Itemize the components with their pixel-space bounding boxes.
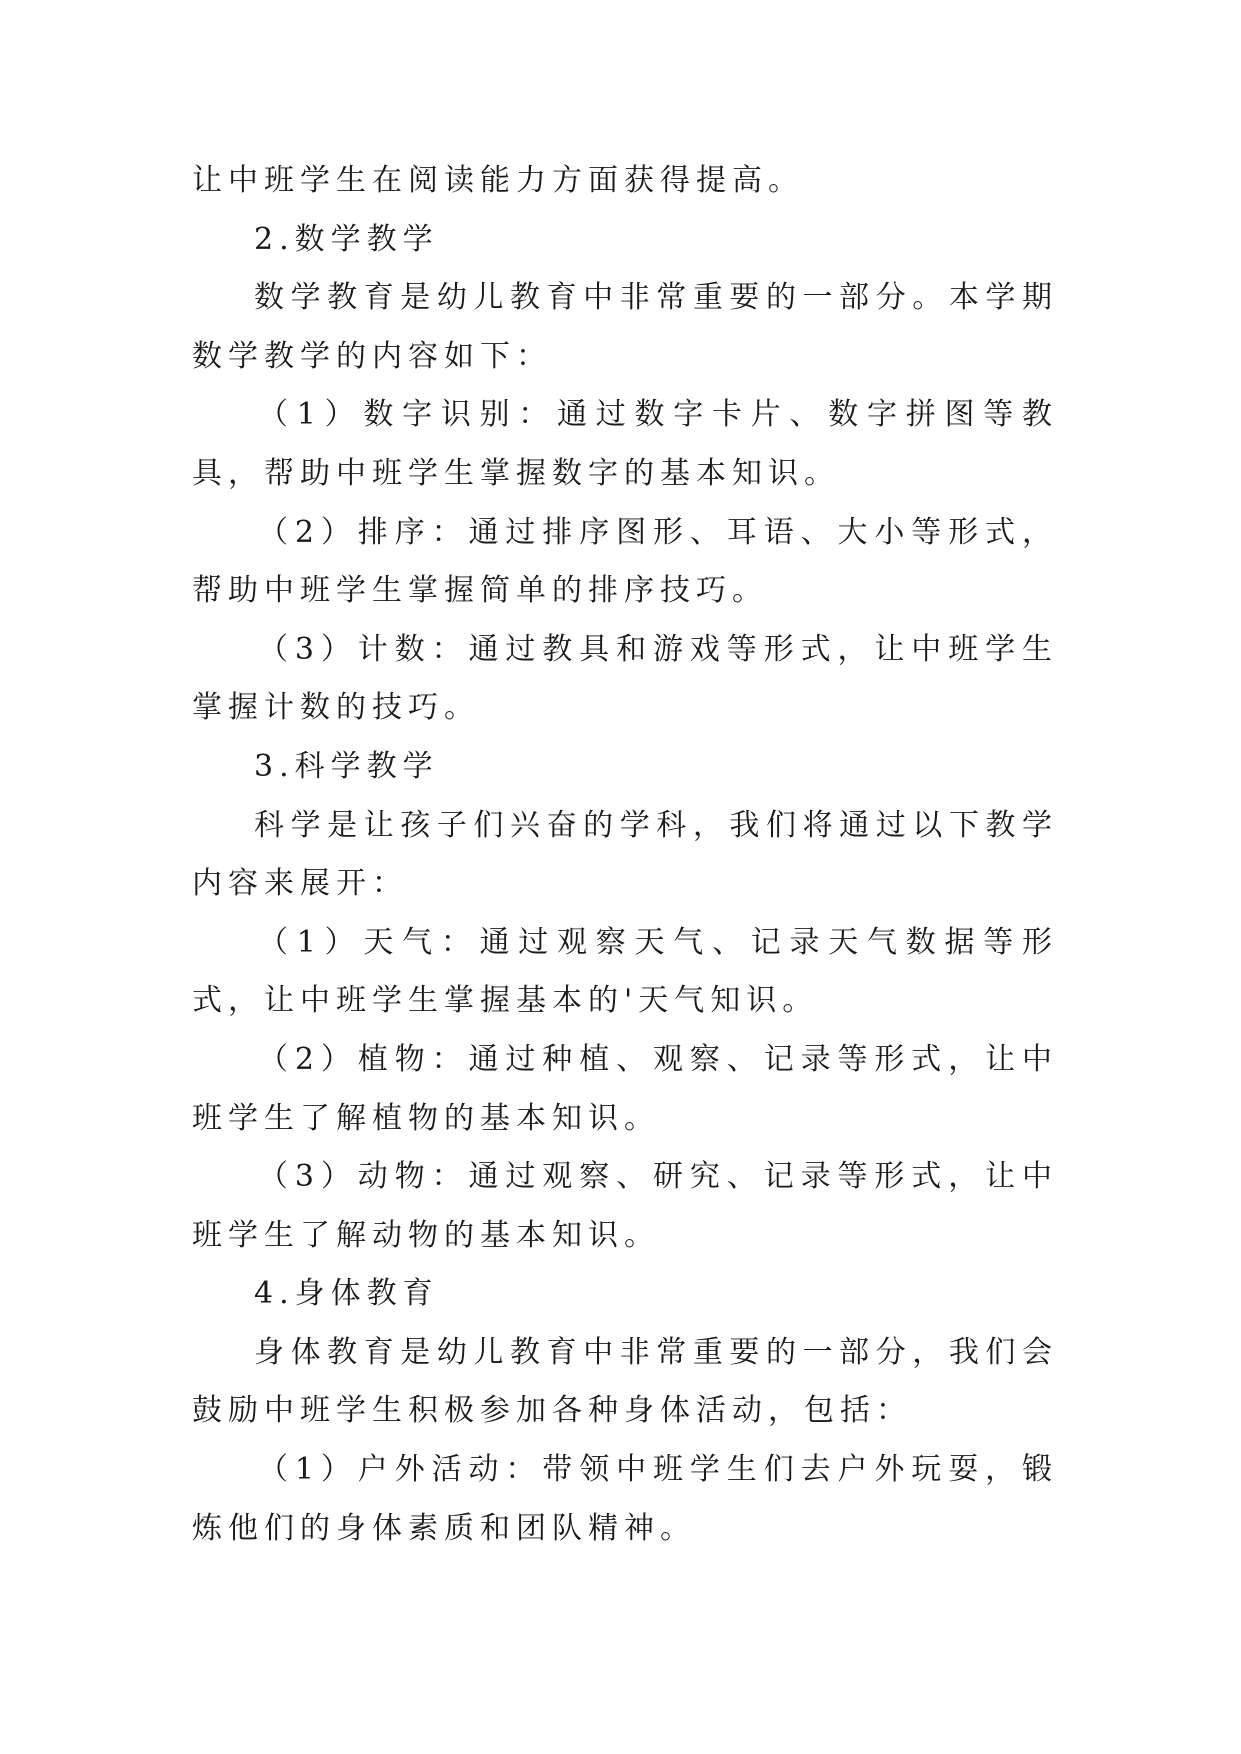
list-item-weather: （1）天气：通过观察天气、记录天气数据等形式，让中班学生掌握基本的'天气知识。	[192, 924, 1058, 1019]
paragraph-continuation: 让中班学生在阅读能力方面获得提高。	[192, 163, 804, 198]
paragraph-physical-intro: 身体教育是幼儿教育中非常重要的一部分，我们会鼓励中班学生积极参加各种身体活动，包括：	[192, 1334, 1058, 1429]
paragraph-science-intro: 科学是让孩子们兴奋的学科，我们将通过以下教学内容来展开：	[192, 807, 1058, 902]
section-heading-science: 3.科学教学	[254, 748, 439, 784]
list-item-number-recognition: （1）数字识别：通过数字卡片、数字拼图等教具，帮助中班学生掌握数字的基本知识。	[192, 397, 1058, 491]
list-item-animals: （3）动物：通过观察、研究、记录等形式，让中班学生了解动物的基本知识。	[192, 1159, 1058, 1253]
list-item-sorting: （2）排序：通过排序图形、耳语、大小等形式，帮助中班学生掌握简单的排序技巧。	[192, 514, 1058, 609]
list-item-plants: （2）植物：通过种植、观察、记录等形式，让中班学生了解植物的基本知识。	[192, 1041, 1058, 1136]
list-item-outdoor: （1）户外活动：带领中班学生们去户外玩耍，锻炼他们的身体素质和团队精神。	[192, 1452, 1058, 1546]
paragraph-math-intro: 数学教育是幼儿教育中非常重要的一部分。本学期数学教学的内容如下：	[192, 280, 1058, 374]
list-item-counting: （3）计数：通过教具和游戏等形式，让中班学生掌握计数的技巧。	[192, 631, 1058, 726]
document-body	[192, 152, 1058, 1558]
section-heading-math: 2.数学教学	[254, 221, 439, 257]
section-heading-physical: 4.身体教育	[254, 1276, 439, 1312]
